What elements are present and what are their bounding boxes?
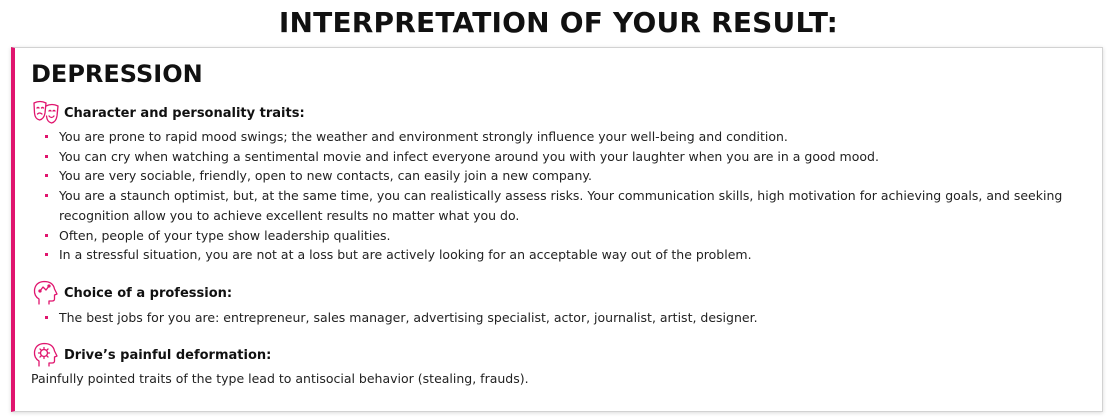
list-item: Often, people of your type show leadership qualities. bbox=[45, 226, 1085, 246]
result-title: DEPRESSION bbox=[31, 60, 203, 88]
list-item: You can cry when watching a sentimental movie and infect everyone around you with your laughter when you are in a good mood. bbox=[45, 147, 1085, 167]
deformation-label: Drive’s painful deformation: bbox=[64, 347, 272, 363]
list-item: You are prone to rapid mood swings; the weather and environment strongly influence your well-being and condition. bbox=[45, 127, 1085, 147]
list-item: The best jobs for you are: entrepreneur, sales manager, advertising specialist, actor, journalist, artist, designer. bbox=[45, 308, 1085, 328]
list-item: You are a staunch optimist, but, at the same time, you can realistically assess risks. Your communication skills, high motivation for achieving goals, and seeking recognition allow you to achieve excellent results no matter what you do. bbox=[45, 186, 1085, 225]
deformation-heading bbox=[31, 340, 271, 370]
profession-label: Choice of a profession: bbox=[64, 285, 233, 301]
result-card bbox=[11, 47, 1103, 412]
theater-masks-icon bbox=[31, 98, 61, 128]
profession-list bbox=[45, 308, 1085, 328]
head-gears-icon bbox=[31, 340, 61, 370]
profession-heading bbox=[31, 278, 232, 308]
character-traits-label: Character and personality traits: bbox=[64, 105, 305, 121]
deformation-text: Painfully pointed traits of the type lead to antisocial behavior (stealing, frauds). bbox=[31, 371, 529, 386]
head-profession-icon bbox=[31, 278, 61, 308]
character-traits-heading bbox=[31, 98, 305, 128]
character-traits-list bbox=[45, 127, 1085, 265]
page-title: INTERPRETATION OF YOUR RESULT: bbox=[278, 6, 839, 39]
list-item: You are very sociable, friendly, open to new contacts, can easily join a new company. bbox=[45, 166, 1085, 186]
list-item: In a stressful situation, you are not at a loss but are actively looking for an acceptable way out of the problem. bbox=[45, 245, 1085, 265]
